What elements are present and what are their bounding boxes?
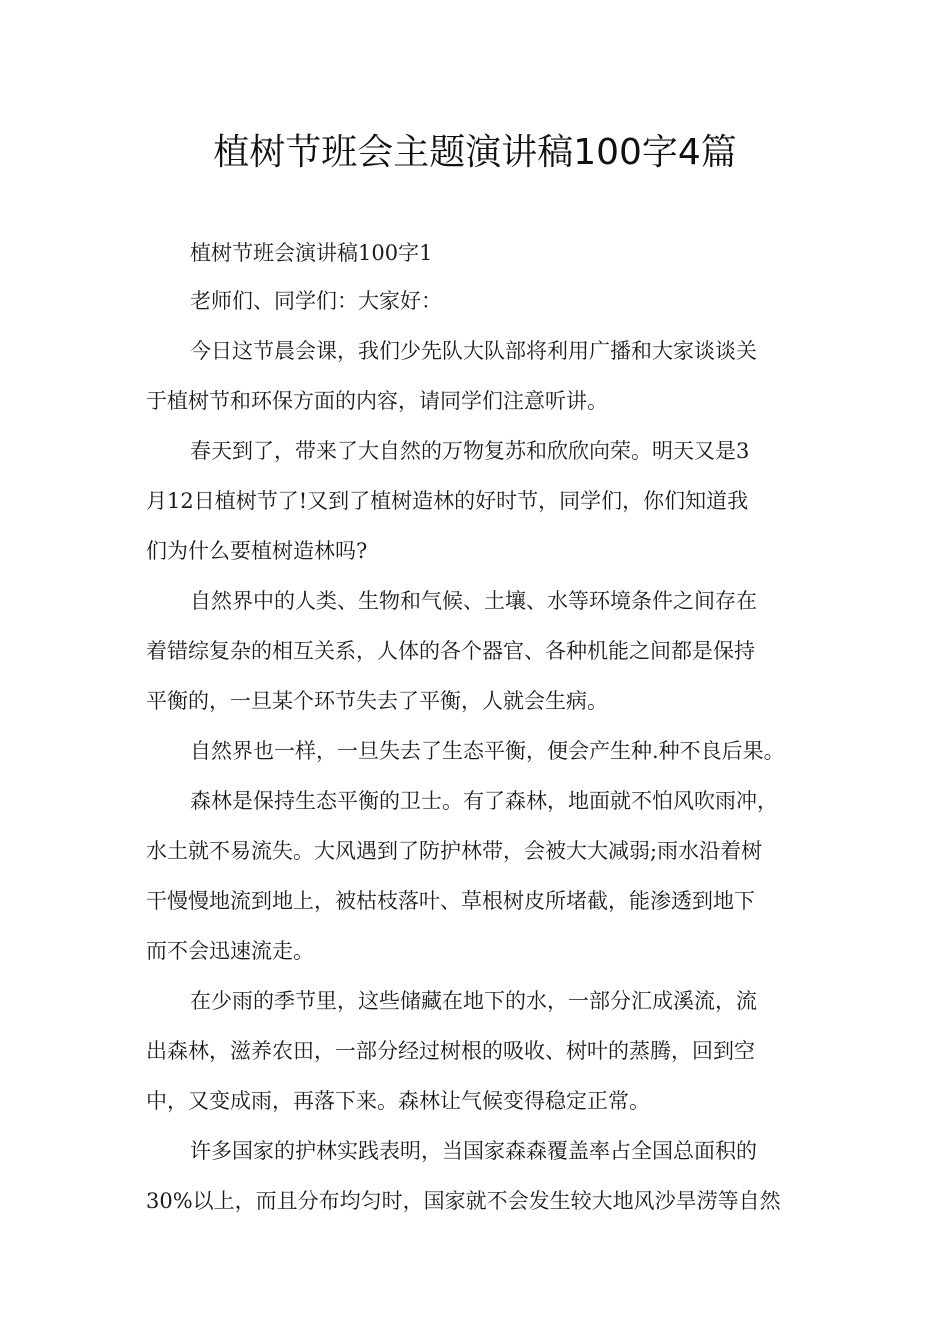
paragraph-line: 在少雨的季节里，这些储藏在地下的水，一部分汇成溪流，流 [190, 989, 757, 1013]
section-heading: 植树节班会演讲稿100字1 [190, 241, 433, 265]
paragraph-line: 平衡的，一旦某个环节失去了平衡，人就会生病。 [146, 689, 608, 713]
paragraph-line: 许多国家的护林实践表明，当国家森森覆盖率占全国总面积的 [190, 1139, 757, 1163]
paragraph-line: 于植树节和环保方面的内容，请同学们注意听讲。 [146, 389, 608, 413]
paragraph-line: 出森林，滋养农田，一部分经过树根的吸收、树叶的蒸腾，回到空 [146, 1039, 755, 1063]
paragraph-line: 着错综复杂的相互关系，人体的各个器官、各种机能之间都是保持 [146, 639, 755, 663]
paragraph-line: 春天到了，带来了大自然的万物复苏和欣欣向荣。明天又是3 [190, 439, 750, 463]
paragraph-line: 自然界也一样，一旦失去了生态平衡，便会产生种.种不良后果。 [190, 739, 785, 763]
paragraph-line: 今日这节晨会课，我们少先队大队部将利用广播和大家谈谈关 [190, 339, 757, 363]
paragraph-line: 月12日植树节了!又到了植树造林的好时节，同学们，你们知道我 [146, 489, 749, 513]
greeting-line: 老师们、同学们：大家好： [190, 289, 442, 313]
paragraph-line: 水土就不易流失。大风遇到了防护林带，会被大大减弱;雨水沿着树 [146, 839, 763, 863]
paragraph-line: 森林是保持生态平衡的卫士。有了森林，地面就不怕风吹雨冲， [190, 789, 778, 813]
paragraph-line: 自然界中的人类、生物和气候、土壤、水等环境条件之间存在 [190, 589, 757, 613]
paragraph-line: 干慢慢地流到地上，被枯枝落叶、草根树皮所堵截，能渗透到地下 [146, 889, 755, 913]
paragraph-line: 30%以上，而且分布均匀时，国家就不会发生较大地风沙旱涝等自然 [146, 1189, 781, 1213]
paragraph-line: 们为什么要植树造林吗? [146, 539, 368, 563]
paragraph-line: 中，又变成雨，再落下来。森林让气候变得稳定正常。 [146, 1089, 650, 1113]
document-title: 植树节班会主题演讲稿100字4篇 [213, 132, 737, 173]
paragraph-line: 而不会迅速流走。 [146, 939, 314, 963]
